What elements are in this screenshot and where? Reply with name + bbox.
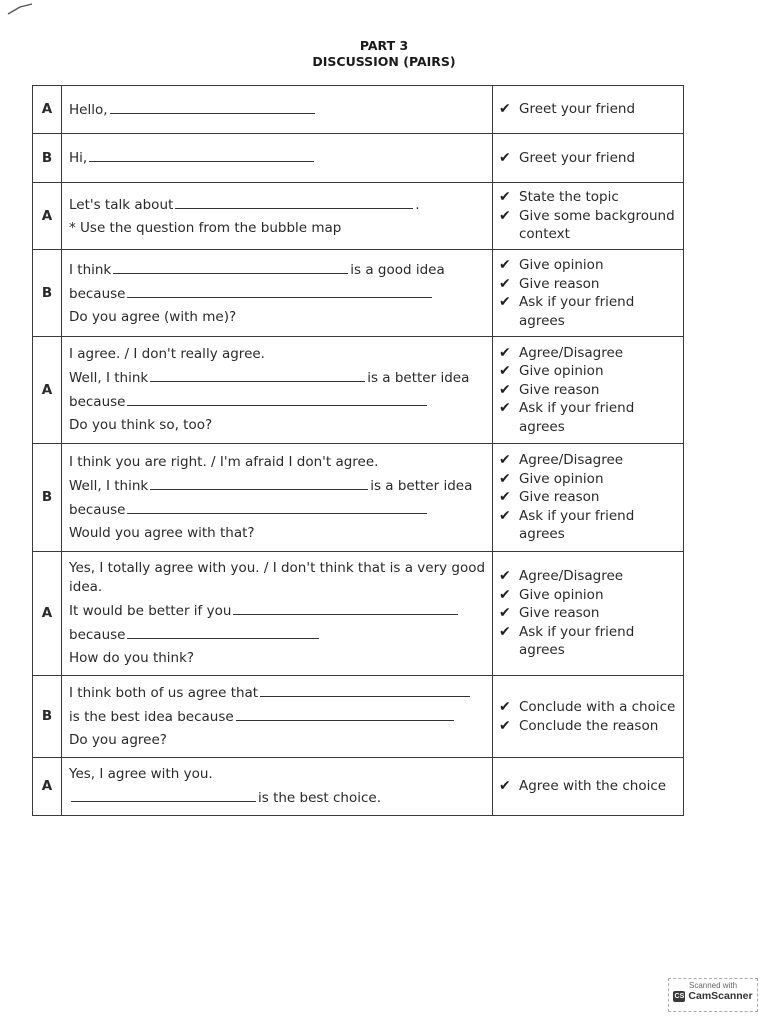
fill-in-blank[interactable] bbox=[127, 392, 427, 406]
fill-in-blank[interactable] bbox=[236, 707, 454, 721]
prompt-line bbox=[69, 146, 486, 170]
task-item bbox=[499, 507, 679, 544]
dialogue-row bbox=[33, 86, 684, 134]
prompt-line bbox=[69, 786, 486, 810]
prompt-line bbox=[69, 193, 486, 217]
task-item bbox=[499, 188, 679, 207]
checkmark-icon: ✔ bbox=[499, 623, 511, 640]
task-item bbox=[499, 488, 679, 507]
task-text: Agree/Disagree bbox=[519, 568, 624, 585]
fill-in-blank[interactable] bbox=[110, 100, 315, 114]
task-item bbox=[499, 451, 679, 470]
dialogue-prompt bbox=[62, 183, 493, 250]
task-checklist bbox=[493, 552, 684, 676]
prompt-line bbox=[69, 414, 486, 437]
checkmark-icon: ✔ bbox=[499, 400, 511, 417]
speaker-label: B bbox=[33, 444, 62, 552]
task-item bbox=[499, 149, 679, 168]
checkmark-icon: ✔ bbox=[499, 207, 511, 224]
task-text: Give opinion bbox=[519, 257, 604, 273]
dialogue-row bbox=[33, 183, 684, 250]
task-item bbox=[499, 698, 679, 717]
task-item bbox=[499, 586, 679, 605]
checkmark-icon: ✔ bbox=[499, 470, 511, 487]
scan-mark-icon bbox=[6, 2, 34, 16]
prompt-line bbox=[69, 98, 486, 122]
speaker-label: A bbox=[33, 552, 62, 676]
task-text: Give reason bbox=[519, 489, 600, 506]
checkmark-icon: ✔ bbox=[499, 568, 511, 585]
task-item bbox=[499, 256, 679, 275]
checkmark-icon: ✔ bbox=[499, 699, 511, 715]
prompt-text: Well, I think bbox=[69, 370, 149, 386]
task-item bbox=[499, 293, 679, 330]
dialogue-prompt bbox=[62, 758, 493, 816]
camscanner-brand-name: CamScanner bbox=[688, 990, 753, 1002]
task-text: State the topic bbox=[519, 189, 619, 206]
task-item bbox=[499, 623, 679, 660]
prompt-text: Yes, I agree with you. bbox=[69, 766, 213, 782]
checkmark-icon: ✔ bbox=[499, 257, 511, 273]
task-checklist bbox=[493, 134, 684, 183]
dialogue-row bbox=[33, 552, 684, 676]
task-item bbox=[499, 470, 679, 489]
dialogue-row bbox=[33, 758, 684, 816]
speaker-label: A bbox=[33, 183, 62, 250]
prompt-text-after: is the best choice. bbox=[258, 790, 382, 806]
prompt-text: It would be better if you bbox=[69, 603, 232, 619]
prompt-text: Yes, I totally agree with you. / I don't think that is a very good idea. bbox=[69, 560, 486, 595]
checkmark-icon: ✔ bbox=[499, 101, 511, 118]
prompt-text: Let's talk about bbox=[69, 196, 174, 213]
prompt-text: Well, I think bbox=[69, 477, 149, 494]
dialogue-prompt bbox=[62, 250, 493, 337]
prompt-text: Would you agree with that? bbox=[69, 524, 255, 541]
checkmark-icon: ✔ bbox=[499, 507, 511, 524]
fill-in-blank[interactable] bbox=[150, 368, 365, 382]
task-text: Conclude with a choice bbox=[519, 699, 676, 715]
part-label: PART 3 bbox=[359, 38, 409, 53]
checkmark-icon: ✔ bbox=[499, 149, 511, 166]
camscanner-logo-icon: CS bbox=[674, 992, 685, 1000]
checkmark-icon: ✔ bbox=[499, 363, 511, 380]
prompt-line bbox=[69, 282, 486, 306]
prompt-line bbox=[69, 599, 486, 623]
prompt-text-after: . bbox=[415, 196, 420, 213]
task-text: Ask if your friend agrees bbox=[519, 294, 635, 329]
page-title: DISCUSSION (PAIRS) bbox=[312, 54, 456, 69]
task-text: Conclude the reason bbox=[519, 717, 659, 734]
prompt-text-after: is a good idea bbox=[350, 261, 445, 278]
task-text: Give opinion bbox=[519, 470, 604, 487]
prompt-text: * Use the question from the bubble map bbox=[69, 219, 342, 236]
speaker-label: A bbox=[33, 758, 62, 816]
fill-in-blank[interactable] bbox=[260, 683, 470, 697]
task-text: Give reason bbox=[519, 381, 600, 398]
checkmark-icon: ✔ bbox=[499, 381, 511, 398]
prompt-line bbox=[69, 557, 486, 599]
task-text: Greet your friend bbox=[519, 149, 636, 166]
prompt-text: because bbox=[69, 501, 126, 518]
prompt-line bbox=[69, 522, 486, 545]
prompt-text: because bbox=[69, 394, 126, 410]
prompt-text-after: is a better idea bbox=[370, 477, 473, 494]
task-text: Agree/Disagree bbox=[519, 452, 624, 469]
prompt-text: I think bbox=[69, 261, 112, 278]
prompt-line bbox=[69, 681, 486, 705]
document-header bbox=[0, 38, 768, 70]
dialogue-row bbox=[33, 676, 684, 758]
prompt-line bbox=[69, 306, 486, 329]
prompt-line bbox=[69, 258, 486, 282]
speaker-label: B bbox=[33, 676, 62, 758]
checkmark-icon: ✔ bbox=[499, 189, 511, 206]
task-text: Give some background context bbox=[519, 207, 675, 243]
task-item bbox=[499, 100, 679, 119]
task-text: Give opinion bbox=[519, 363, 604, 380]
speaker-label: B bbox=[33, 134, 62, 183]
prompt-text: Hi, bbox=[69, 150, 88, 166]
task-text: Greet your friend bbox=[519, 101, 636, 118]
task-text: Agree with the choice bbox=[519, 778, 667, 795]
task-checklist bbox=[493, 250, 684, 337]
task-item bbox=[499, 344, 679, 363]
prompt-text: Do you agree (with me)? bbox=[69, 308, 237, 325]
task-item bbox=[499, 275, 679, 294]
prompt-text: I think both of us agree that bbox=[69, 685, 259, 701]
fill-in-blank[interactable] bbox=[150, 476, 368, 490]
fill-in-blank[interactable] bbox=[233, 601, 458, 615]
speaker-label: A bbox=[33, 86, 62, 134]
task-checklist bbox=[493, 758, 684, 816]
prompt-line bbox=[69, 217, 486, 240]
fill-in-blank[interactable] bbox=[175, 195, 413, 209]
dialogue-prompt bbox=[62, 552, 493, 676]
checkmark-icon: ✔ bbox=[499, 344, 511, 361]
checkmark-icon: ✔ bbox=[499, 294, 511, 310]
prompt-text: because bbox=[69, 627, 126, 643]
prompt-line bbox=[69, 451, 486, 474]
prompt-text: I think you are right. / I'm afraid I don't agree. bbox=[69, 453, 379, 470]
task-text: Give reason bbox=[519, 275, 600, 292]
prompt-line bbox=[69, 343, 486, 366]
task-item bbox=[499, 399, 679, 436]
dialogue-row bbox=[33, 444, 684, 552]
checkmark-icon: ✔ bbox=[499, 489, 511, 506]
dialogue-row bbox=[33, 250, 684, 337]
fill-in-blank[interactable] bbox=[113, 260, 348, 274]
task-checklist bbox=[493, 86, 684, 134]
dialogue-prompt bbox=[62, 337, 493, 444]
task-item bbox=[499, 362, 679, 381]
fill-in-blank[interactable] bbox=[127, 625, 319, 639]
prompt-line bbox=[69, 647, 486, 670]
prompt-line bbox=[69, 474, 486, 498]
task-text: Give opinion bbox=[519, 586, 604, 603]
checkmark-icon: ✔ bbox=[499, 275, 511, 292]
task-item bbox=[499, 567, 679, 586]
dialogue-prompt bbox=[62, 444, 493, 552]
task-checklist bbox=[493, 183, 684, 250]
prompt-text: because bbox=[69, 285, 126, 302]
camscanner-watermark bbox=[668, 978, 758, 1012]
task-item bbox=[499, 381, 679, 400]
scanned-with-caption: Scanned with bbox=[688, 981, 738, 990]
task-checklist bbox=[493, 337, 684, 444]
task-item bbox=[499, 604, 679, 623]
prompt-text: Do you think so, too? bbox=[69, 417, 213, 433]
prompt-text: I agree. / I don't really agree. bbox=[69, 346, 265, 362]
task-text: Ask if your friend agrees bbox=[519, 623, 635, 659]
speaker-label: A bbox=[33, 337, 62, 444]
prompt-line bbox=[69, 498, 486, 522]
fill-in-blank[interactable] bbox=[127, 500, 427, 514]
fill-in-blank[interactable] bbox=[127, 284, 432, 298]
task-text: Ask if your friend agrees bbox=[519, 507, 635, 543]
task-text: Agree/Disagree bbox=[519, 344, 624, 361]
prompt-text: is the best idea because bbox=[69, 709, 234, 725]
checkmark-icon: ✔ bbox=[499, 717, 511, 734]
dialogue-row bbox=[33, 337, 684, 444]
task-checklist bbox=[493, 676, 684, 758]
checkmark-icon: ✔ bbox=[499, 778, 511, 795]
prompt-line bbox=[69, 729, 486, 752]
prompt-text-after: is a better idea bbox=[367, 370, 470, 386]
task-checklist bbox=[493, 444, 684, 552]
task-text: Ask if your friend agrees bbox=[519, 400, 635, 435]
prompt-text: How do you think? bbox=[69, 650, 195, 666]
checkmark-icon: ✔ bbox=[499, 605, 511, 622]
prompt-text: Hello, bbox=[69, 101, 108, 118]
prompt-line bbox=[69, 763, 486, 786]
speaker-label: B bbox=[33, 250, 62, 337]
dialogue-row bbox=[33, 134, 684, 183]
dialogue-prompt bbox=[62, 134, 493, 183]
prompt-line bbox=[69, 390, 486, 414]
camscanner-brand bbox=[669, 990, 757, 1002]
fill-in-blank[interactable] bbox=[89, 148, 314, 162]
task-text: Give reason bbox=[519, 605, 600, 622]
task-item bbox=[499, 207, 679, 244]
dialogue-prompt bbox=[62, 86, 493, 134]
dialogue-prompt bbox=[62, 676, 493, 758]
prompt-line bbox=[69, 705, 486, 729]
fill-in-blank[interactable] bbox=[71, 788, 256, 802]
task-item bbox=[499, 717, 679, 736]
dialogue-table-body bbox=[33, 86, 684, 816]
dialogue-table bbox=[32, 85, 684, 816]
checkmark-icon: ✔ bbox=[499, 452, 511, 469]
prompt-line bbox=[69, 623, 486, 647]
prompt-text: Do you agree? bbox=[69, 732, 167, 748]
task-item bbox=[499, 777, 679, 796]
checkmark-icon: ✔ bbox=[499, 586, 511, 603]
prompt-line bbox=[69, 366, 486, 390]
